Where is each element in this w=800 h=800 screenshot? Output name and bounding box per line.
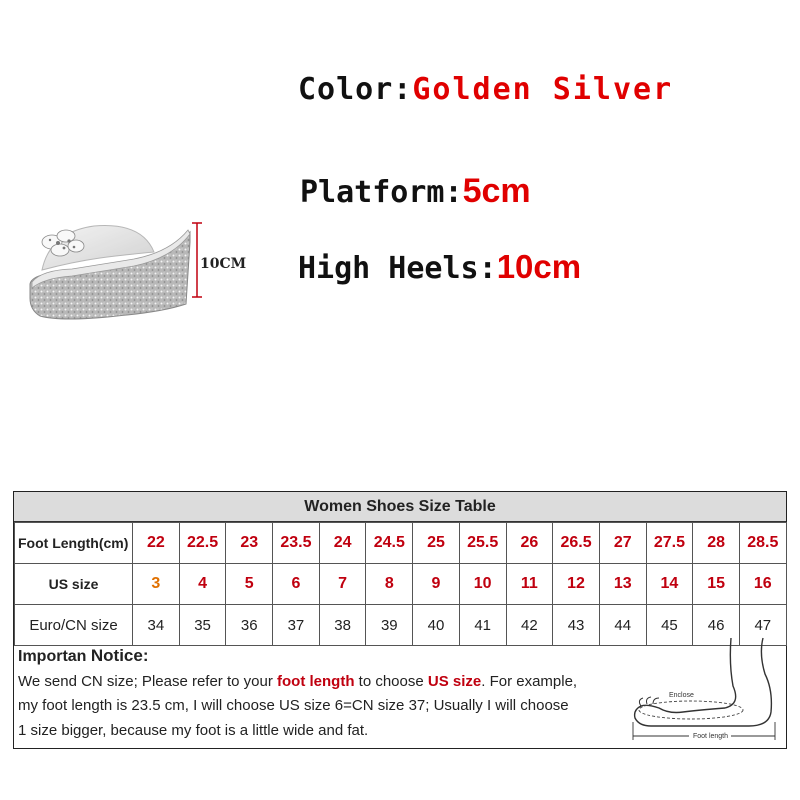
foot-length-row-label: Foot Length(cm) (15, 523, 133, 564)
notice-line-2: my foot length is 23.5 cm, I will choose US size 6=CN size 37; Usually I will choose (18, 697, 569, 714)
size-cell: 40 (413, 605, 460, 646)
notice-us-size: US size (427, 672, 482, 690)
size-cell: 44 (599, 605, 646, 646)
size-cell: 22.5 (179, 523, 226, 564)
notice-title-prefix: Importan (18, 648, 91, 665)
size-cell: 12 (553, 564, 600, 605)
size-cell: 28.5 (739, 523, 786, 564)
size-cell: 24 (319, 523, 366, 564)
size-cell: 26 (506, 523, 553, 564)
size-cell: 34 (133, 605, 180, 646)
color-value: Golden Silver (412, 72, 674, 107)
euro-size-row-label: Euro/CN size (15, 605, 133, 646)
size-cell: 26.5 (553, 523, 600, 564)
size-cell: 5 (226, 564, 273, 605)
notice-foot-length: foot length (277, 672, 355, 690)
size-cell: 37 (273, 605, 320, 646)
heels-spec (298, 248, 581, 286)
notice-title (18, 644, 628, 670)
size-cell: 14 (646, 564, 693, 605)
platform-spec (300, 172, 531, 211)
heels-value: 10cm (496, 248, 582, 285)
size-cell: 23.5 (273, 523, 320, 564)
size-cell: 3 (133, 564, 180, 605)
size-cell: 39 (366, 605, 413, 646)
foot-length-label: Foot length (693, 733, 729, 740)
size-cell: 27 (599, 523, 646, 564)
notice-title-word: Notice: (90, 646, 149, 665)
size-cell: 25.5 (459, 523, 506, 564)
size-cell: 36 (226, 605, 273, 646)
us-size-row-label: US size (15, 564, 133, 605)
size-cell: 10 (459, 564, 506, 605)
size-cell: 11 (506, 564, 553, 605)
size-cell: 45 (646, 605, 693, 646)
size-cell: 13 (599, 564, 646, 605)
size-cell: 43 (553, 605, 600, 646)
size-grid (14, 522, 787, 646)
size-cell: 9 (413, 564, 460, 605)
size-cell: 28 (693, 523, 740, 564)
notice-line-1 (18, 670, 628, 695)
size-cell: 46 (693, 605, 740, 646)
size-cell: 25 (413, 523, 460, 564)
size-cell: 35 (179, 605, 226, 646)
us-size-row (15, 564, 787, 605)
size-table-title: Women Shoes Size Table (14, 492, 786, 522)
size-cell: 27.5 (646, 523, 693, 564)
size-cell: 47 (739, 605, 786, 646)
size-cell: 8 (366, 564, 413, 605)
size-cell: 42 (506, 605, 553, 646)
platform-label: Platform: (300, 175, 463, 210)
notice-line-3: 1 size bigger, because my foot is a little wide and fat. (18, 721, 369, 739)
wedge-sandal-image (22, 212, 192, 327)
foot-length-row (15, 523, 787, 564)
platform-value: 5cm (462, 172, 531, 210)
height-marker-label: 10CM (200, 256, 247, 272)
notice-line-1-c: to choose (354, 672, 428, 690)
size-cell: 4 (179, 564, 226, 605)
size-cell: 22 (133, 523, 180, 564)
size-cell: 38 (319, 605, 366, 646)
size-table (13, 491, 787, 749)
size-cell: 7 (319, 564, 366, 605)
size-cell: 24.5 (366, 523, 413, 564)
notice-text (18, 644, 628, 743)
notice-line-1-e: . For example, (481, 672, 578, 690)
enclose-label: Enclose (669, 692, 694, 699)
size-cell: 16 (739, 564, 786, 605)
size-cell: 23 (226, 523, 273, 564)
heels-label: High Heels: (298, 251, 497, 286)
color-spec (298, 72, 673, 107)
size-cell: 6 (273, 564, 320, 605)
notice-line-1-a: We send CN size; Please refer to your (18, 672, 277, 690)
size-cell: 15 (693, 564, 740, 605)
size-cell: 41 (459, 605, 506, 646)
foot-measure-diagram (629, 634, 779, 748)
color-label: Color: (298, 72, 413, 107)
